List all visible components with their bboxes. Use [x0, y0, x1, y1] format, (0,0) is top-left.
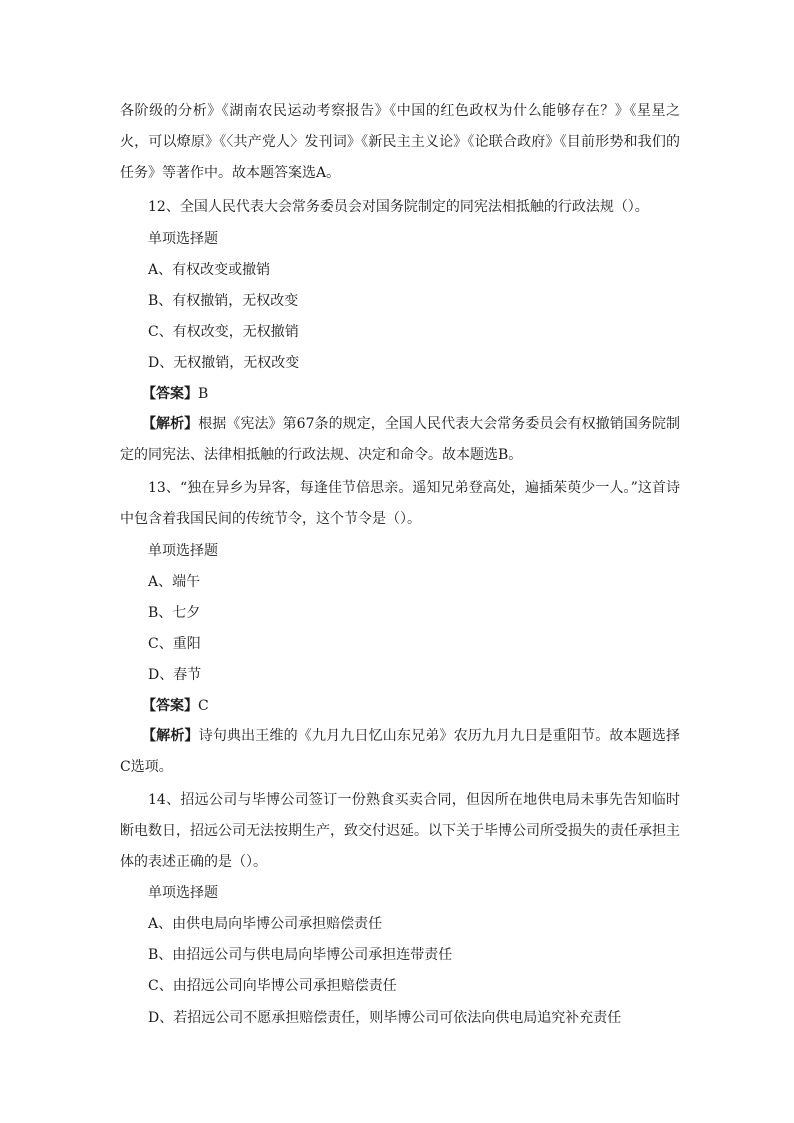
question-14-option-a: A、由供电局向毕博公司承担赔偿责任 — [148, 916, 383, 932]
question-12-option-b: B、有权撤销，无权改变 — [148, 293, 299, 309]
question-12-option-c: C、有权改变，无权撤销 — [148, 324, 299, 340]
previous-analysis-continuation: 各阶级的分析》《湖南农民运动考察报告》《中国的红色政权为什么能够存在？》《星星之火，可以燎原》《〈共产党人〉发刊词》《新民主主义论》《论联合政府》《目前形势和我们的任务》等著作中。故本题答案选A。 — [120, 103, 680, 181]
question-12-answer — [142, 384, 208, 404]
question-13-option-b: B、七夕 — [148, 605, 201, 621]
analysis-label: 【解析】 — [142, 416, 199, 432]
question-12-analysis — [120, 409, 680, 471]
answer-label: 【答案】 — [142, 698, 198, 714]
question-14-stem: 14、招远公司与毕博公司签订一份熟食买卖合同，但因所在地供电局未事先告知临时断电数日，招远公司无法按期生产，致交付迟延。以下关于毕博公司所受损失的责任承担主体的表述正确的是（）。 — [120, 792, 680, 870]
answer-value: B — [198, 386, 209, 402]
question-12-type: 单项选择题 — [148, 231, 218, 247]
question-12-option-d: D、无权撤销，无权改变 — [148, 355, 300, 371]
question-13-answer — [142, 696, 209, 716]
question-14-type: 单项选择题 — [148, 885, 218, 901]
question-13-option-d: D、春节 — [148, 667, 202, 683]
analysis-text: 根据《宪法》第67条的规定，全国人民代表大会常务委员会有权撤销国务院制定的同宪法、法律相抵触的行政法规、决定和命令。故本题选B。 — [120, 416, 681, 463]
question-14-option-d: D、若招远公司不愿承担赔偿责任，则毕博公司可依法向供电局追究补充责任 — [148, 1010, 622, 1026]
question-14-option-b: B、由招远公司与供电局向毕博公司承担连带责任 — [148, 947, 453, 963]
analysis-text: 诗句典出王维的《九月九日忆山东兄弟》农历九月九日是重阳节。故本题选择C选项。 — [120, 728, 681, 775]
answer-value: C — [198, 698, 209, 714]
question-13-analysis — [120, 721, 680, 783]
question-12-option-a: A、有权改变或撤销 — [148, 262, 271, 278]
question-13-option-c: C、重阳 — [148, 636, 201, 652]
answer-label: 【答案】 — [142, 386, 198, 402]
question-13-stem: 13、“独在异乡为异客，每逢佳节倍思亲。遥知兄弟登高处，遍插茱萸少一人。”这首诗中包含着我国民间的传统节令，这个节令是（）。 — [120, 480, 680, 527]
question-14-option-c: C、由招远公司向毕博公司承担赔偿责任 — [148, 978, 397, 994]
question-13-option-a: A、端午 — [148, 574, 201, 590]
question-13-type: 单项选择题 — [148, 543, 218, 559]
analysis-label: 【解析】 — [142, 728, 199, 744]
question-12-stem: 12、全国人民代表大会常务委员会对国务院制定的同宪法相抵触的行政法规（）。 — [148, 199, 649, 215]
